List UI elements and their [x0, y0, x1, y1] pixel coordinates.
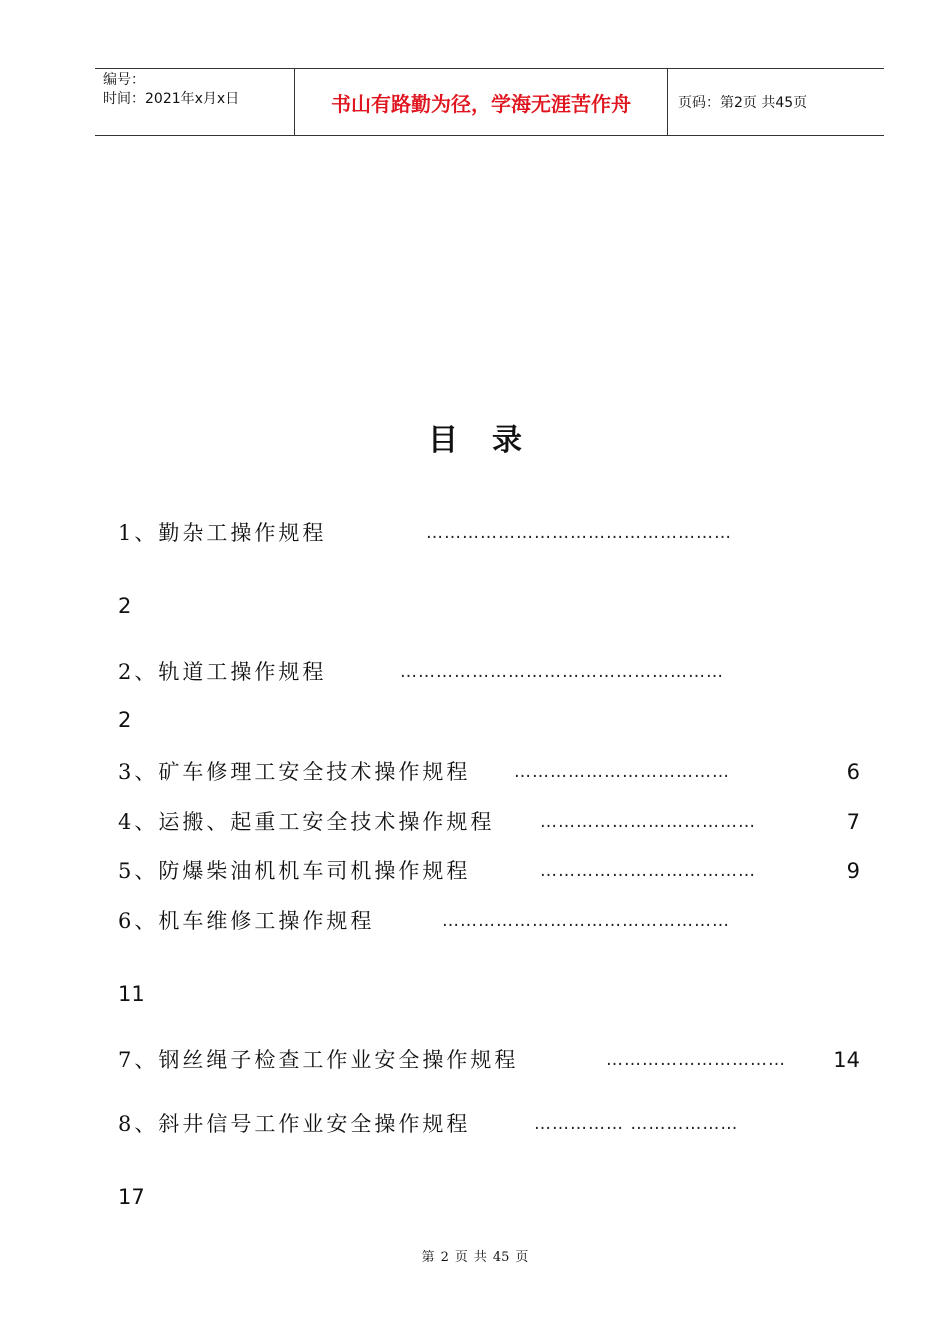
toc-entry-4[interactable]: [118, 807, 860, 837]
toc-entry-label: 4、运搬、起重工安全技术操作规程: [118, 810, 495, 834]
toc-entry-page: 7: [846, 810, 860, 834]
toc-entry-leader: ……………………………………………: [426, 523, 732, 543]
document-number-label: 编号：: [103, 72, 145, 88]
toc-entry-label: 8、斜井信号工作业安全操作规程: [118, 1112, 471, 1136]
toc-entry-8-page: 17: [118, 1185, 145, 1209]
toc-entry-leader: ………………………………: [540, 861, 756, 881]
toc-entry-leader: ………………………………………………: [400, 662, 724, 682]
toc-entry-leader: ………………………………: [514, 762, 730, 782]
document-time-label: 时间：2021年x月x日: [103, 91, 240, 107]
footer-total-pages: 45: [492, 1250, 510, 1265]
toc-entry-label: 7、钢丝绳子检查工作业安全操作规程: [118, 1048, 519, 1072]
title-char-1: 目: [428, 423, 458, 458]
toc-entry-label: 1、勤杂工操作规程: [118, 521, 327, 545]
toc-entry-6[interactable]: [118, 906, 860, 936]
footer-current-page: 2: [440, 1250, 449, 1265]
toc-entry-label: 5、防爆柴油机机车司机操作规程: [118, 859, 471, 883]
toc-entry-page: 6: [846, 760, 860, 784]
header-page-info: 页码：第2页 共45页: [678, 95, 808, 111]
toc-entry-3[interactable]: [118, 757, 860, 787]
toc-entry-7[interactable]: [118, 1045, 860, 1075]
footer-ye: 页: [454, 1250, 468, 1265]
footer-di: 第: [421, 1250, 435, 1265]
toc-entry-leader: …………………………: [606, 1050, 786, 1070]
toc-entry-6-page: 11: [118, 982, 145, 1006]
header-motto: 书山有路勤为径，学海无涯苦作舟: [295, 69, 668, 135]
page-header: [95, 68, 884, 136]
toc-entry-leader: …………………………………………: [442, 911, 730, 931]
toc-entry-label: 3、矿车修理工安全技术操作规程: [118, 760, 471, 784]
header-info-cell: [95, 69, 295, 135]
footer-gong: 共: [473, 1250, 487, 1265]
footer-ye: 页: [515, 1250, 529, 1265]
toc-entry-2[interactable]: [118, 657, 860, 687]
toc-entry-1[interactable]: [118, 518, 860, 548]
toc-entry-label: 6、机车维修工操作规程: [118, 909, 375, 933]
title-char-2: 录: [492, 423, 522, 458]
toc-entry-page: 14: [833, 1048, 860, 1072]
toc-entry-5[interactable]: [118, 856, 860, 886]
toc-entry-leader: …………… ………………: [534, 1114, 739, 1134]
page-footer: [0, 1246, 950, 1265]
toc-entry-8[interactable]: [118, 1109, 860, 1139]
page-title: [0, 415, 950, 459]
toc-entry-label: 2、轨道工操作规程: [118, 660, 327, 684]
toc-entry-1-page: 2: [118, 594, 132, 618]
toc-entry-leader: ………………………………: [540, 812, 756, 832]
toc-entry-2-page: 2: [118, 708, 132, 732]
toc-entry-page: 9: [846, 859, 860, 883]
